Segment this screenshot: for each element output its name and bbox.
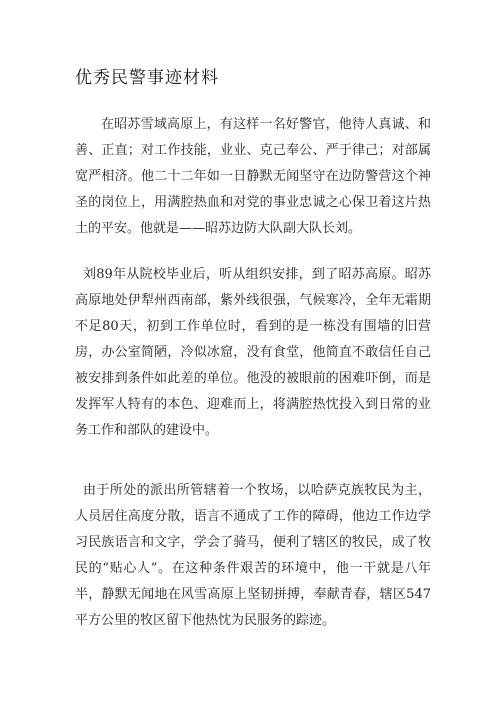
paragraph-3: 由于所处的派出所管辖着一个牧场，以哈萨克族牧民为主，人员居住高度分散，语言不通成了工作的障碍，他边工作边学习民族语言和文字，学会了骑马，便利了辖区的牧民，成了牧民的“贴心人”。在这种条件艰苦的环境中，他一干就是八年半，静默无闻地在风雪高原上坚韧拼搏，奉献青春，辖区547平方公里的牧区留下他热忱为民服务的踪迹。	[75, 483, 431, 628]
paragraph-2: 刘89年从院校毕业后，听从组织安排，到了昭苏高原。昭苏高原地处伊犁州西南部，紫外线很强，气候寒冷，全年无霜期不足80天，初到工作单位时，看到的是一栋没有围墙的旧营房，办公室简陋，冷似冰窟，没有食堂，他简直不敢信任自己被安排到条件如此差的单位。他没的被眼前的困难吓倒，而是发挥军人特有的本色、迎难而上，将满腔热忱投入到日常的业务工作和部队的建设中。	[75, 267, 431, 438]
paragraph-1: 在昭苏雪域高原上，有这样一名好警官，他待人真诚、和善、正直；对工作技能，业业、克己奉公、严于律己；对部属宽严相济。他二十二年如一日静默无闻坚守在边防警营这个神圣的岗位上，用满腔热血和对党的事业忠诚之心保卫着这片热土的平安。他就是——昭苏边防大队副大队长刘。	[75, 117, 431, 236]
document-title: 优秀民警事迹材料	[75, 68, 219, 88]
